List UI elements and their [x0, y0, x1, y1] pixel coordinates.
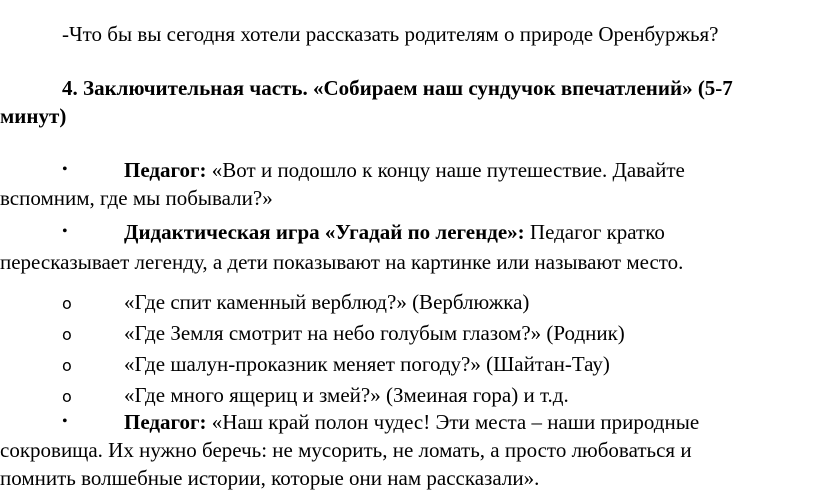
- item-label: Дидактическая игра «Угадай по легенде»:: [124, 220, 525, 244]
- sub-list-item: «Где много ящериц и змей?» (Змеиная гора) и т.д.: [124, 383, 569, 407]
- list-item-game: [124, 219, 665, 245]
- list-item-teacher-continuation: вспомним, где мы побывали?»: [0, 186, 273, 210]
- item-label: Педагог:: [124, 410, 207, 434]
- item-text: Педагог кратко: [529, 220, 665, 244]
- list-item-teacher: [124, 157, 685, 183]
- bullet-marker: •: [62, 413, 68, 430]
- circle-marker: o: [62, 387, 72, 406]
- bullet-marker: •: [62, 223, 68, 240]
- item-text: «Наш край полон чудес! Эти места – наши природные: [211, 410, 700, 434]
- item-text: «Вот и подошло к концу наше путешествие. Давайте: [211, 158, 685, 182]
- circle-marker: o: [62, 356, 72, 375]
- question-text: -Что бы вы сегодня хотели рассказать родителям о природе Оренбуржья?: [62, 22, 719, 46]
- closing-continuation: сокровища. Их нужно беречь: не мусорить, не ломать, а просто любоваться и: [0, 438, 692, 462]
- sub-list-item: «Где Земля смотрит на небо голубым глазом?» (Родник): [124, 321, 625, 345]
- sub-list-item: «Где спит каменный верблюд?» (Верблюжка): [124, 290, 530, 314]
- section-title-continuation: минут): [0, 104, 67, 128]
- sub-list-item: «Где шалун-проказник меняет погоду?» (Шайтан-Тау): [124, 352, 610, 376]
- list-item-game-continuation: пересказывает легенду, а дети показывают на картинке или называют место.: [0, 250, 684, 274]
- closing-item: [124, 409, 699, 435]
- item-label: Педагог:: [124, 158, 207, 182]
- bullet-marker: •: [62, 161, 68, 178]
- circle-marker: o: [62, 294, 72, 313]
- closing-continuation: помнить волшебные истории, которые они нам рассказали».: [0, 466, 540, 490]
- circle-marker: o: [62, 325, 72, 344]
- section-title: 4. Заключительная часть. «Собираем наш сундучок впечатлений» (5-7: [62, 76, 733, 100]
